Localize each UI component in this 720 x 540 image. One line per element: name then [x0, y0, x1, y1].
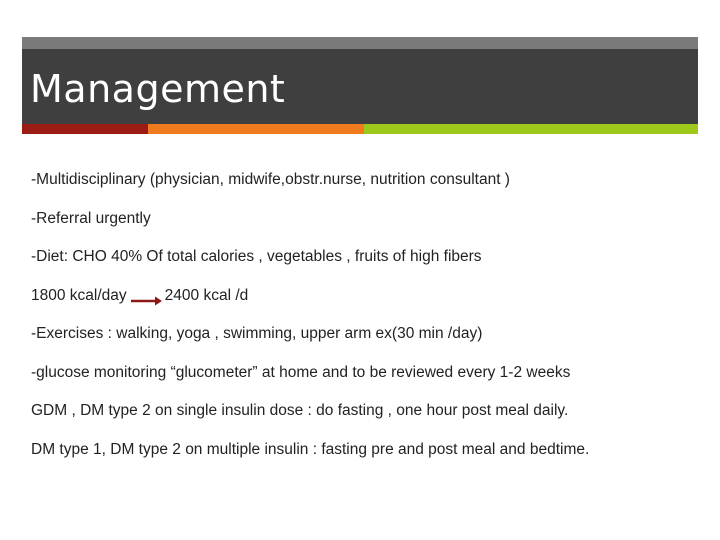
- right-arrow-icon: [129, 286, 163, 306]
- slide-content: [31, 170, 701, 478]
- bullet-referral: -Referral urgently: [31, 209, 151, 227]
- accent-segment-red: [22, 124, 148, 134]
- accent-bar: [22, 124, 698, 134]
- bullet-gdm-single-insulin: GDM , DM type 2 on single insulin dose : do fasting , one hour post meal daily.: [31, 402, 569, 419]
- bullet-exercises: -Exercises : walking, yoga , swimming, upper arm ex(30 min /day): [31, 325, 483, 342]
- slide-title: Management: [30, 67, 286, 111]
- accent-segment-orange: [148, 124, 364, 134]
- accent-segment-green: [364, 124, 698, 134]
- title-bar: [22, 49, 698, 124]
- bullet-glucose-monitoring: -glucose monitoring “glucometer” at home and to be reviewed every 1-2 weeks: [31, 363, 571, 381]
- calorie-line: [31, 286, 701, 325]
- bullet-multidisciplinary: -Multidisciplinary (physician, midwife,obstr.nurse, nutrition consultant ): [31, 171, 510, 188]
- calorie-to: 2400 kcal /d: [164, 286, 249, 304]
- title-top-strip: [22, 37, 698, 49]
- bullet-dm-multiple-insulin: DM type 1, DM type 2 on multiple insulin : fasting pre and post meal and bedtime.: [31, 440, 590, 458]
- bullet-diet: -Diet: CHO 40% Of total calories , vegetables , fruits of high fibers: [31, 248, 482, 265]
- calorie-from: 1800 kcal/day: [31, 286, 127, 304]
